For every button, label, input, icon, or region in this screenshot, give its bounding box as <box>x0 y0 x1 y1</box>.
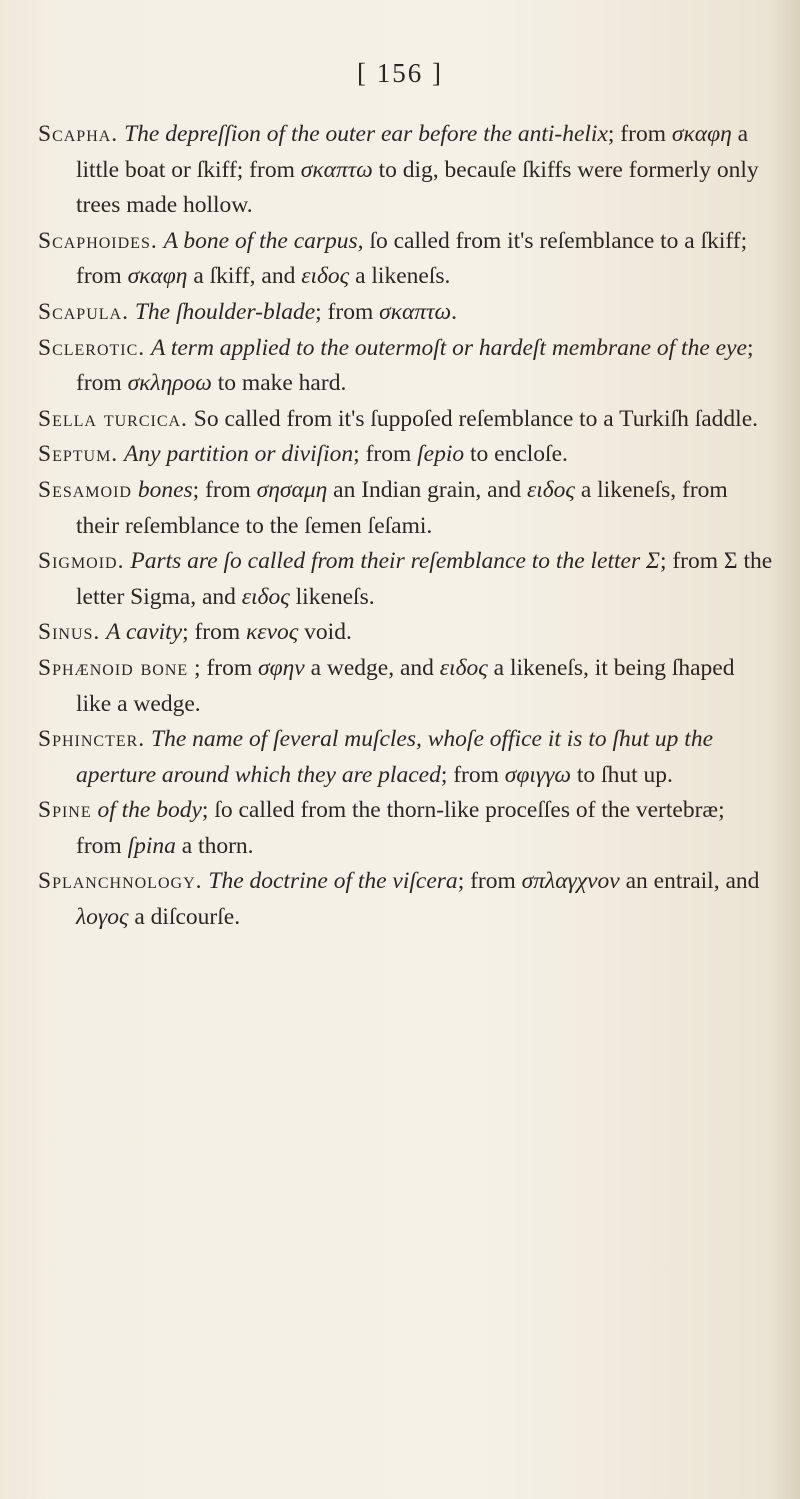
glossary-entry <box>38 117 773 224</box>
entry-root-word: ειδος <box>241 583 290 610</box>
glossary-entry <box>38 793 773 864</box>
entry-etymology-text-2: a little boat or ſkiff; from <box>76 121 749 183</box>
entry-root-word: σπλαγχνον <box>521 868 620 895</box>
entry-etymology-text-2: void. <box>298 619 352 646</box>
entry-etymology-text-2: to make hard. <box>211 370 347 397</box>
entry-etymology-text-2: likeneſs. <box>289 583 375 610</box>
entry-root-word-2: λογος <box>76 904 129 931</box>
entry-etymology-text: ; from Σ the letter Sigma, and <box>76 548 773 610</box>
glossary-entry <box>38 331 773 402</box>
glossary-entry <box>38 437 773 473</box>
entry-root-word: σκληροω <box>127 370 212 397</box>
entry-definition: A cavity <box>106 619 183 646</box>
entry-headword: Sphænoid bone <box>38 654 189 681</box>
entry-etymology-text: ; from <box>315 298 380 325</box>
glossary-entry <box>38 651 773 722</box>
entry-etymology-text-2: a wedge, and <box>304 654 440 681</box>
entry-definition: The ſhoulder-blade <box>134 298 316 325</box>
entry-headword: Sinus. <box>38 619 101 646</box>
entry-headword: Septum. <box>38 441 119 468</box>
entry-headword: Sclerotic. <box>38 334 146 361</box>
entry-headword: Scapula. <box>38 298 129 325</box>
entry-etymology-text-2: a ſkiff, and <box>187 263 302 290</box>
entry-definition: The name of ſeveral muſcles, whoſe office it is to ſhut up the aperture around which they are placed <box>76 726 713 788</box>
entry-etymology-text-2: to encloſe. <box>464 441 568 468</box>
entry-etymology-text: ; from <box>353 441 418 468</box>
entry-root-word-2: ειδος <box>526 476 575 503</box>
entry-etymology-text: ; from <box>76 334 754 397</box>
entry-root-word: σφην <box>258 654 305 681</box>
entry-headword: Sella turcica. <box>38 405 188 432</box>
entry-etymology-text-2: an entrail, and <box>619 868 760 895</box>
entry-etymology-text: ; from <box>457 868 522 895</box>
entry-root-word: σκαπτω <box>379 298 452 325</box>
glossary-entry <box>38 295 773 331</box>
entry-headword: Splanchnology. <box>38 868 203 895</box>
entry-root-word-2: σκαπτω <box>300 156 373 183</box>
entry-etymology-text-2: an Indian grain, and <box>327 476 527 503</box>
entry-definition: The depreſſion of the outer ear before the anti-helix <box>124 121 608 147</box>
entry-root-word: σκαφη <box>671 121 732 147</box>
entry-etymology-text: ſo called from it's reſemblance to a ſkiff; from <box>76 227 748 290</box>
entry-etymology-text-3: to dig, becauſe ſkiffs were formerly only trees made hollow. <box>76 156 759 219</box>
entry-root-word-2: ειδος <box>439 654 488 681</box>
entry-etymology-text-3: a likeneſs, from their reſemblance to the ſemen ſeſami. <box>76 476 728 539</box>
entry-root-word-2: ειδος <box>301 263 350 290</box>
entry-root-word: ſpina <box>127 832 176 859</box>
glossary-entry <box>38 615 773 651</box>
glossary-entry <box>38 722 773 793</box>
entry-etymology-text-2: . <box>451 298 457 325</box>
page-number: [ 156 ] <box>357 58 443 88</box>
entry-definition: A term applied to the outermoſt or hardeſt membrane of the eye <box>151 334 747 361</box>
entry-definition: bones <box>137 476 193 503</box>
entry-headword: Scapha. <box>38 121 119 147</box>
entry-definition: A bone of the carpus, <box>163 227 364 254</box>
entry-root-word: σκαφη <box>127 263 188 290</box>
entry-headword: Sesamoid <box>38 476 132 503</box>
entry-etymology-text-2: a thorn. <box>175 832 254 859</box>
entry-root-word: σησαμη <box>256 476 328 503</box>
glossary-entries <box>38 117 773 936</box>
entry-headword: Sphincter. <box>38 726 146 753</box>
glossary-entry <box>38 864 773 935</box>
glossary-entry <box>38 224 773 295</box>
entry-headword: Sigmoid. <box>38 548 125 575</box>
entry-etymology-text: ; from <box>192 476 257 503</box>
entry-definition: of the body <box>97 797 202 824</box>
entry-etymology-text-3: a diſcourſe. <box>128 904 241 931</box>
entry-definition: The doctrine of the viſcera <box>208 868 458 895</box>
entry-root-word: κενος <box>246 619 299 646</box>
entry-etymology-text-3: a likeneſs, it being ſhaped like a wedge. <box>76 654 735 717</box>
glossary-entry <box>38 473 773 544</box>
entry-root-word: ſepio <box>417 441 465 468</box>
entry-etymology-text: ; ſo called from the thorn-like proceſſes of the vertebræ; from <box>76 797 725 859</box>
glossary-entry <box>38 402 773 438</box>
entry-headword: Scaphoides. <box>38 227 158 254</box>
entry-definition: Any partition or diviſion <box>124 441 354 468</box>
entry-definition: Parts are ſo called from their reſemblance to the letter Σ <box>130 548 660 575</box>
entry-etymology-text-3: a likeneſs. <box>349 263 451 290</box>
entry-etymology-text: ; from <box>607 121 672 147</box>
entry-etymology-text: ; from <box>440 761 505 788</box>
entry-root-word: σφιγγω <box>504 761 572 788</box>
glossary-entry <box>38 544 773 615</box>
entry-etymology-text: So called from it's ſuppoſed reſemblance to a Turkiſh ſaddle. <box>193 405 759 432</box>
entry-headword: Spine <box>38 797 92 824</box>
entry-etymology-text-2: to ſhut up. <box>571 761 673 788</box>
entry-etymology-text: ; from <box>182 619 247 646</box>
entry-etymology-text: ; from <box>194 654 259 681</box>
